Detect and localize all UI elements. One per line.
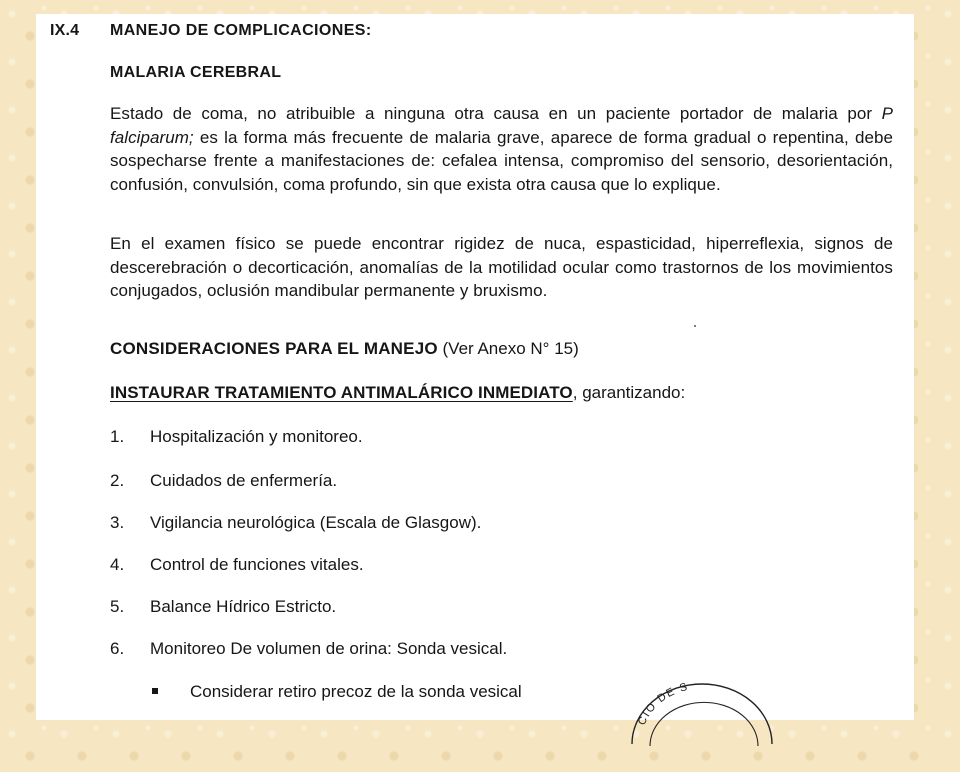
treatment-rest: , garantizando:	[572, 383, 686, 402]
list-item-number: 4.	[110, 555, 125, 574]
document-page	[36, 14, 914, 728]
list-item-number: 1.	[110, 427, 125, 446]
treatment-heading	[110, 383, 685, 403]
svg-text:CIO DE S	[636, 682, 690, 727]
section-number: IX.4	[50, 22, 80, 39]
official-seal-stamp	[624, 682, 774, 772]
square-bullet-icon	[152, 688, 158, 694]
treatment-underlined: INSTAURAR TRATAMIENTO ANTIMALÁRICO INMEDIATO	[110, 383, 573, 402]
paragraph-physical-exam: En el examen físico se puede encontrar rigidez de nuca, espasticidad, hiperreflexia, signos de descerebración o decorticación, anomalías de la motilidad ocular como trastornos de los movimientos conjugados, oclusión mandibular permanente y bruxismo.	[110, 234, 893, 300]
list-item-number: 3.	[110, 513, 125, 532]
section-title: MANEJO DE COMPLICACIONES:	[110, 22, 372, 39]
scan-speck	[694, 325, 696, 327]
list-item-text: Control de funciones vitales.	[150, 555, 364, 574]
considerations-heading	[110, 339, 579, 359]
considerations-bold: CONSIDERACIONES PARA EL MANEJO	[110, 339, 438, 358]
list-item-text: Vigilancia neurológica (Escala de Glasgow).	[150, 513, 482, 532]
list-item-number: 6.	[110, 639, 125, 658]
species-name-italic: P falciparum;	[110, 104, 893, 147]
paragraph-definition	[110, 102, 893, 196]
list-item-text: Monitoreo De volumen de orina: Sonda vesical.	[150, 639, 508, 658]
considerations-annex-ref: (Ver Anexo N° 15)	[437, 339, 579, 358]
list-item-text: Cuidados de enfermería.	[150, 471, 338, 490]
list-item-text: Hospitalización y monitoreo.	[150, 427, 363, 446]
list-item-text: Balance Hídrico Estricto.	[150, 597, 337, 616]
paragraph-definition-part1: Estado de coma, no atribuible a ninguna otra causa en un paciente portador de malaria por	[110, 104, 882, 123]
list-item-number: 2.	[110, 471, 125, 490]
subheading-malaria-cerebral: MALARIA CEREBRAL	[110, 64, 282, 81]
sub-list-item-text: Considerar retiro precoz de la sonda vesical	[190, 682, 522, 701]
seal-text: CIO DE S	[635, 682, 690, 728]
list-item-number: 5.	[110, 597, 125, 616]
paragraph-definition-part2: es la forma más frecuente de malaria grave, aparece de forma gradual o repentina, debe sospecharse frente a manifestaciones de: cefalea intensa, compromiso del sensorio, desorientación, confusión, convulsión, coma profundo, sin que exista otra causa que lo explique.	[110, 127, 893, 194]
